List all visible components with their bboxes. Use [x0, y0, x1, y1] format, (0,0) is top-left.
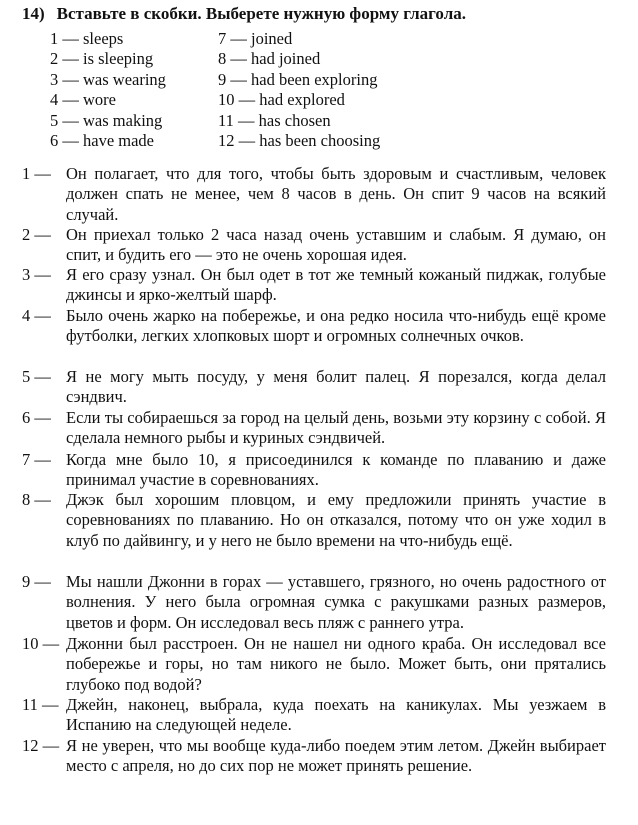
- answer-item: 3 — was wearing: [50, 69, 166, 89]
- sentence-number: 4 —: [22, 306, 51, 325]
- sentence-number: 10 —: [22, 634, 60, 653]
- answer-item: 11 — has chosen: [218, 110, 331, 130]
- sentence-text: Джейн, наконец, выбрала, куда поехать на каникулах. Мы уезжаем в Испанию на следующей неделе.: [66, 695, 606, 735]
- sentence-number: 3 —: [22, 265, 51, 284]
- sentence-number: 9 —: [22, 572, 51, 591]
- sentence-number: 2 —: [22, 225, 51, 244]
- answer-item: 7 — joined: [218, 29, 293, 48]
- sentence-text: Когда мне было 10, я присоединился к команде по плаванию и даже принимал участие в соревнованиях.: [66, 450, 606, 490]
- answer-item: 5 — was making: [50, 110, 163, 130]
- sentence-text: Я не могу мыть посуду, у меня болит палец. Я порезался, когда делал сэндвич.: [66, 367, 606, 407]
- sentence-text: Джонни был расстроен. Он не нашел ни одного краба. Он исследовал все побережье и горы, но там никого не было. Может быть, они прятались глубоко под водой?: [66, 634, 606, 694]
- answer-item: 1 — sleeps: [50, 29, 124, 48]
- sentence-text: Мы нашли Джонни в горах — уставшего, грязного, но очень радостного от волнения. У него была огромная сумка с ракушками разных размеров, цветов и форм. Он исследовал весь пляж с раннего утра.: [66, 572, 606, 632]
- sentence-text: Я не уверен, что мы вообще куда-либо поедем этим летом. Джейн выбирает место с апреля, но до сих пор не может принять решение.: [66, 736, 606, 776]
- answer-item: 6 — have made: [50, 130, 155, 150]
- sentence-number: 7 —: [22, 450, 51, 469]
- task-instruction: Вставьте в скобки. Выберете нужную форму глагола.: [56, 4, 466, 23]
- sentence-text: Он приехал только 2 часа назад очень уставшим и слабым. Я думаю, он спит, и будить его — это не очень хорошая идея.: [66, 225, 606, 265]
- sentence-number: 12 —: [22, 736, 60, 755]
- sentence-number: 5 —: [22, 367, 51, 386]
- answer-item: 8 — had joined: [218, 49, 321, 69]
- sentence-text: Было очень жарко на побережье, и она редко носила что-нибудь ещё кроме футболки, легких хлопковых шорт и огромных солнечных очков.: [66, 306, 606, 346]
- sentence-number: 11 —: [22, 695, 59, 714]
- answer-key: [50, 29, 430, 151]
- sentence-number: 8 —: [22, 490, 51, 509]
- task-heading: [22, 4, 466, 24]
- sentence-text: Он полагает, что для того, чтобы быть здоровым и счастливым, человек должен спать не менее, чем 8 часов в день. Он спит 9 часов на всякий случай.: [66, 164, 606, 224]
- sentence-text: Если ты собираешься за город на целый день, возьми эту корзину с собой. Я сделала немного рыбы и куриных сэндвичей.: [66, 408, 606, 448]
- answer-item: 4 — wore: [50, 90, 116, 110]
- answer-item: 2 — is sleeping: [50, 49, 154, 69]
- answer-item: 10 — had explored: [218, 90, 345, 110]
- task-number: 14): [22, 4, 45, 23]
- sentence-number: 1 —: [22, 164, 51, 183]
- sentence-text: Джэк был хорошим пловцом, и ему предложили принять участие в соревнованиях по плаванию. Но он отказался, потому что он уже ходил в клуб по дайвингу, и у него не было времени на что-нибудь ещё.: [66, 490, 606, 550]
- answer-item: 9 — had been exploring: [218, 69, 378, 89]
- answer-item: 12 — has been choosing: [218, 130, 381, 150]
- sentence-text: Я его сразу узнал. Он был одет в тот же темный кожаный пиджак, голубые джинсы и ярко-желтый шарф.: [66, 265, 606, 305]
- sentence-number: 6 —: [22, 408, 51, 427]
